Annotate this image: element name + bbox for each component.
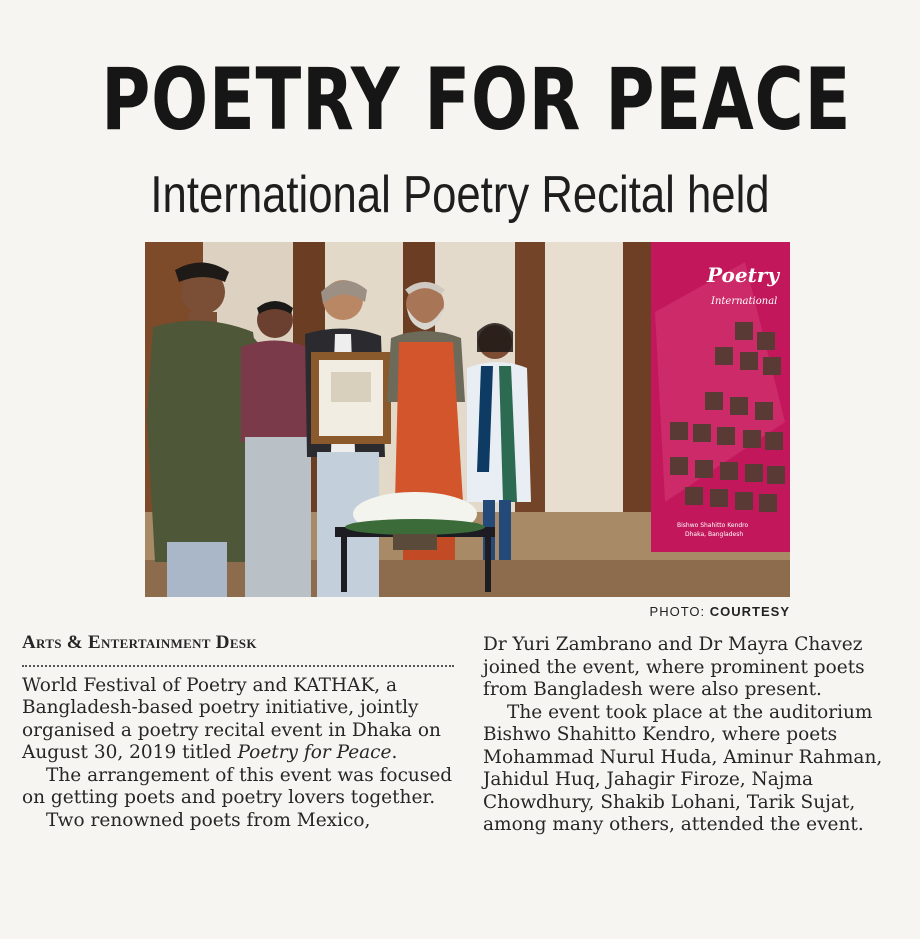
banner-venue-line2: Dhaka, Bangladesh (685, 531, 744, 538)
article-column-right (483, 634, 908, 837)
event-photo (145, 242, 790, 597)
paragraph-3: Two renowned poets from Mexico, (46, 809, 371, 831)
headline: POETRY FOR PEACE (101, 50, 852, 150)
article-column-left (22, 632, 462, 832)
banner-venue-line1: Bishwo Shahitto Kendro (677, 522, 749, 529)
certificate (311, 352, 391, 444)
desk-byline: Arts & Entertainment Desk (22, 632, 454, 667)
paragraph-1: World Festival of Poetry and KATHAK, a Bangladesh-based poetry initiative, jointly organised a poetry recital event in Dhaka on August 30, 2019 titled Poetry for Peace. (22, 674, 441, 763)
photo-credit (650, 604, 790, 619)
banner-title: Poetry (707, 263, 779, 287)
person-2 (241, 301, 313, 597)
paragraph-2: The arrangement of this event was focused on getting poets and poetry lovers together. (22, 764, 453, 808)
photo-credit-source: COURTESY (709, 604, 790, 619)
subheadline: International Poetry Recital held (150, 166, 770, 224)
photo-credit-label: PHOTO: (649, 604, 706, 619)
paragraph-5: The event took place at the auditorium Bishwo Shahitto Kendro, where poets Mohammad Nurul Huda, Aminur Rahman, Jahidul Huq, Jahagir Firoze, Najma Chowdhury, Shakib Lohani, Tarik Sujat, among many others, attended the event. (483, 701, 883, 835)
event-title-italic: Poetry for Peace (237, 742, 392, 763)
paragraph-4: Dr Yuri Zambrano and Dr Mayra Chavez joined the event, where prominent poets from Bangladesh were also present. (483, 634, 865, 700)
banner-subtitle: International (711, 296, 778, 307)
